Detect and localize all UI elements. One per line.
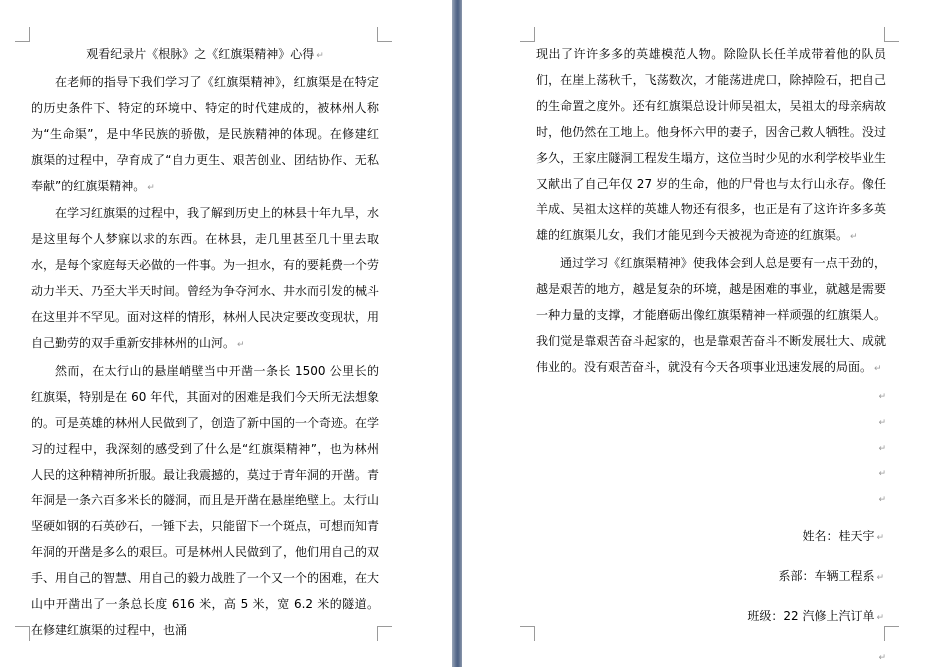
paragraph-mark-icon: ↵ [850, 232, 858, 243]
empty-line [536, 486, 886, 512]
paragraph-mark-icon: ↵ [316, 51, 324, 61]
signature-department: 系部：车辆工程系 ↵ [778, 569, 884, 584]
paragraph-mark-icon: ↵ [237, 339, 245, 350]
paragraph-3: 然而，在太行山的悬崖峭壁当中开凿一条长 1500 公里长的红旗渠，特别是在 60 年代，其面对的困难是我们今天所无法想象的。可是英雄的林州人民做到了，创造了新中国的一个奇迹。在学习的过程中，我深刻的感受到了什么是“红旗渠精神”，也为林州人民的这种精神所折服。最让我震撼的，莫过于青年洞的开凿。青年洞是一条六百多米长的隧洞，而且是开凿在悬崖绝壁上。太行山坚硬如钢的石英砂石，一锤下去，只能留下一个斑点，可想而知青年洞的开凿是多么的艰巨。可是林州人民做到了，他们用自己的双手、用自己的智慧、用自己的毅力战胜了一个又一个的困难，在大山中开凿出了一条总长度 616 米，高 5 米，宽 6.2 米的隧道。在修建红旗渠的过程中，也涌 [31, 363, 380, 637]
paragraph-4: 通过学习《红旗渠精神》使我体会到人总是要有一点干劲的，越是艰苦的地方，越是复杂的环境，越是困难的事业，就越是需要一种力量的支撑，才能磨砺出像红旗渠精神一样顽强的红旗渠人。我们觉是靠艰苦奋斗起家的，也是靠艰苦奋斗不断发展壮大、成就伟业的。没有艰苦奋斗，就没有今天各项事业迅速发展的局面。 ↵ [536, 256, 886, 374]
paragraph-mark-icon: ↵ [876, 533, 884, 544]
page-gutter-divider [452, 0, 462, 667]
paragraph-1: 在老师的指导下我们学习了《红旗渠精神》，红旗渠是在特定的历史条件下、特定的环境中、特定的时代建成的，被林州人称为“生命渠”，是中华民族的骄傲，是民族精神的体现。在修建红旗渠的过程中，孕育成了“自力更生、艰苦创业、团结协作、无私奉献”的红旗渠精神。 ↵ [31, 74, 379, 193]
signature-name: 姓名：桂天宇 ↵ [802, 529, 884, 544]
paragraph-2: 在学习红旗渠的过程中，我了解到历史上的林县十年九旱，水是这里每个人梦寐以求的东西。在林县，走几里甚至几十里去取水，是每个家庭每天必做的一件事。为一担水，有的要耗费一个劳动力半天、乃至大半天时间。曾经为争夺河水、井水而引发的械斗在这里并不罕见。面对这样的情形，林州人民决定要改变现状，用自己勤劳的双手重新安排林州的山河。 ↵ [31, 206, 380, 350]
document-page-left[interactable] [0, 0, 452, 667]
empty-line [536, 435, 886, 461]
paragraph-mark-icon: ↵ [878, 417, 886, 428]
crop-mark-bottom-right [377, 626, 392, 641]
empty-line [536, 409, 886, 435]
crop-mark-top-right [884, 27, 899, 42]
paragraph-mark-icon: ↵ [878, 652, 886, 663]
crop-mark-bottom-left [520, 626, 535, 641]
empty-line [536, 460, 886, 486]
crop-mark-top-left [520, 27, 535, 42]
paragraph-mark-icon: ↵ [878, 443, 886, 454]
document-title: 观看纪录片《根脉》之《红旗渠精神》心得 ↵ [86, 47, 324, 61]
document-page-right[interactable] [462, 0, 933, 667]
crop-mark-bottom-left [15, 626, 30, 641]
crop-mark-top-right [377, 27, 392, 42]
paragraph-mark-icon: ↵ [874, 363, 882, 374]
paragraph-mark-icon: ↵ [876, 573, 884, 584]
paragraph-mark-icon: ↵ [147, 182, 155, 193]
crop-mark-top-left [15, 27, 30, 42]
paragraph-3-continued: 现出了许许多多的英雄模范人物。除险队长任羊成带着他的队员们，在崖上荡秋千，飞荡数次，才能荡进虎口，除掉险石，把自己的生命置之度外。还有红旗渠总设计师吴祖太，吴祖太的母亲病故时，他仍然在工地上。他身怀六甲的妻子，因舍己救人牺牲。没过多久，王家庄隧洞工程发生塌方，这位当时少见的水利学校毕业生又献出了自己年仅 27 岁的生命，他的尸骨也与太行山永存。像任羊成、吴祖太这样的英雄人物还有很多，也正是有了这许许多多英雄的红旗渠儿女，我们才能见到今天被视为奇迹的红旗渠。 ↵ [536, 47, 886, 243]
page-body-right[interactable] [536, 42, 886, 667]
paragraph-mark-icon: ↵ [878, 391, 886, 402]
page-body-left[interactable] [31, 42, 379, 644]
paragraph-mark-icon: ↵ [878, 469, 886, 480]
crop-mark-bottom-right [884, 626, 899, 641]
signature-class: 班级：22 汽修上汽订单 ↵ [747, 609, 884, 624]
empty-line [536, 644, 886, 667]
paragraph-mark-icon: ↵ [876, 613, 884, 624]
paragraph-mark-icon: ↵ [878, 495, 886, 506]
empty-line [536, 383, 886, 409]
